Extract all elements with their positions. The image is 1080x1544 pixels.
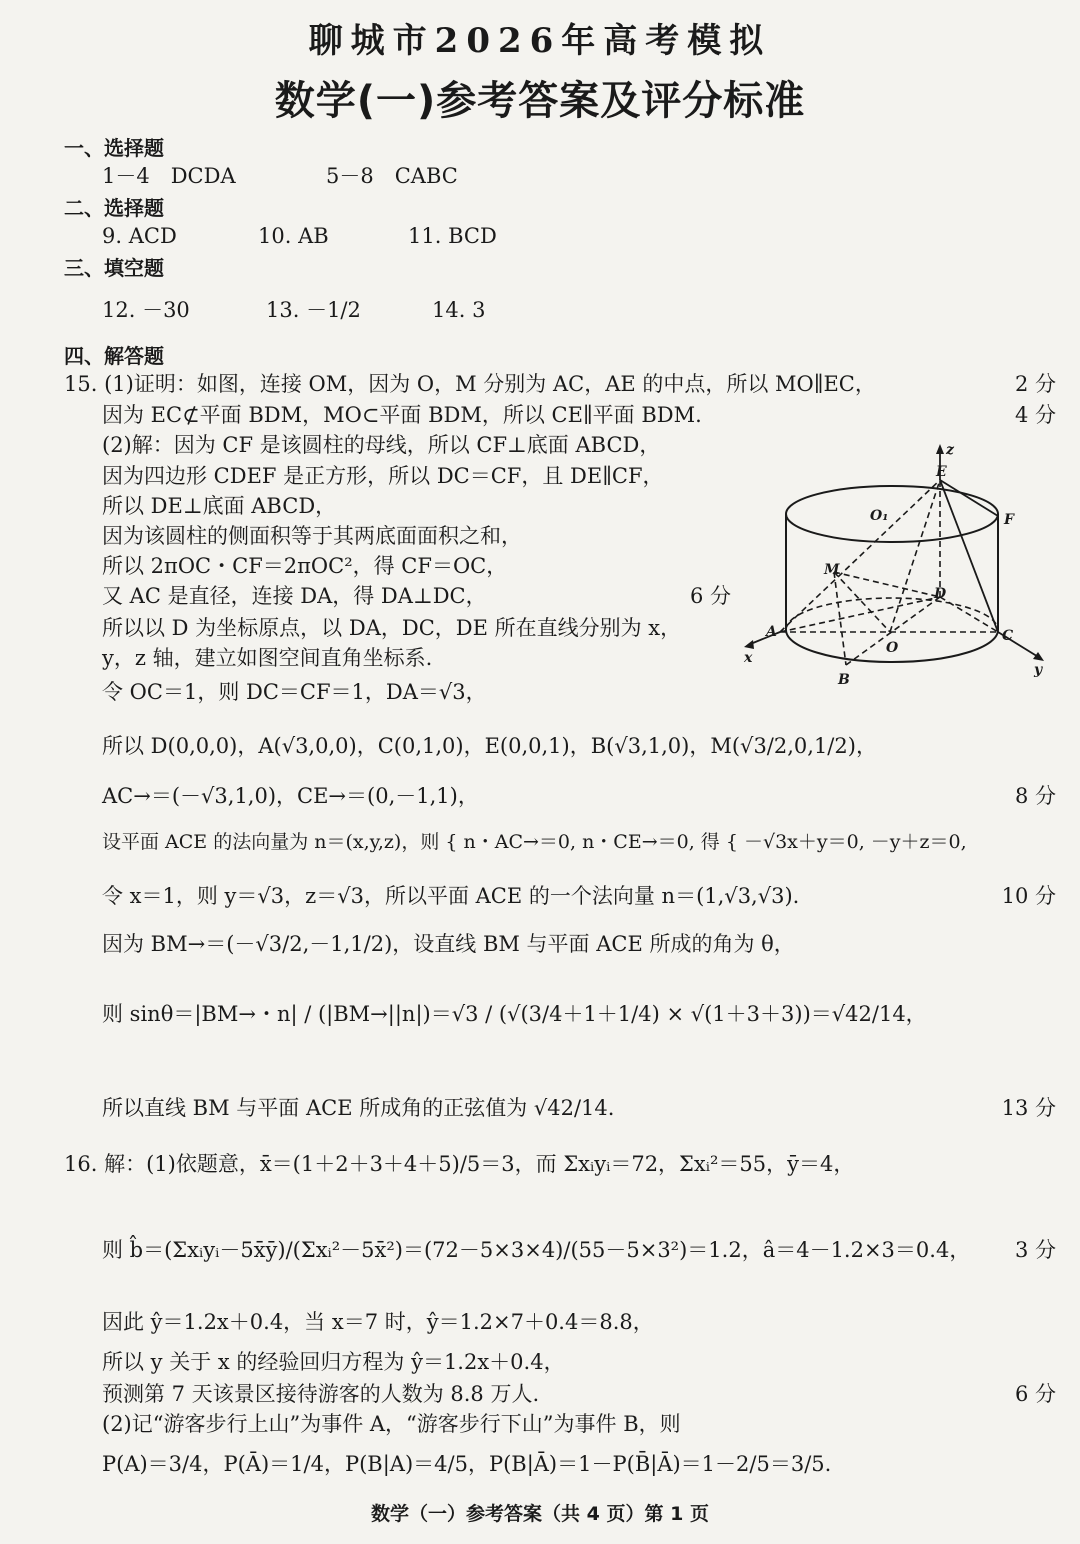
fig-label-c: C xyxy=(1002,628,1014,644)
q15-line-4: 因为四边形 CDEF 是正方形，所以 DC＝CF，且 DE∥CF， xyxy=(102,464,664,488)
q15-line-15: 令 x＝1，则 y＝√3，z＝√3，所以平面 ACE 的一个法向量 n＝(1,√3,√3). xyxy=(102,884,800,908)
q16-line-3: 因此 ŷ＝1.2x＋0.4，当 x＝7 时，ŷ＝1.2×7＋0.4＝8.8， xyxy=(102,1310,654,1334)
fig-label-m: M xyxy=(824,562,840,578)
q15-line-2: 因为 EC⊄平面 BDM，MO⊂平面 BDM，所以 CE∥平面 BDM. xyxy=(102,403,702,427)
answer-9: 9. ACD xyxy=(102,224,177,248)
q16-line-4: 所以 y 关于 x 的经验回归方程为 ŷ＝1.2x＋0.4， xyxy=(102,1350,565,1374)
q16-line-1: 16. 解：(1)依题意，x̄＝(1＋2＋3＋4＋5)/5＝3，而 Σxᵢyᵢ＝72，Σxᵢ²＝55，ȳ＝4， xyxy=(64,1152,855,1176)
q15-line-5: 所以 DE⊥底面 ABCD， xyxy=(102,494,337,518)
q15-points-8: 8 分 xyxy=(1014,784,1056,808)
section-heading-1: 一、选择题 xyxy=(64,136,164,160)
fig-label-z: z xyxy=(946,442,954,458)
q15-points-13: 13 分 xyxy=(1001,1096,1056,1120)
q15-points-2: 2 分 xyxy=(1014,372,1056,396)
cylinder-figure xyxy=(740,440,1060,690)
q15-line-12: 所以 D(0,0,0)，A(√3,0,0)，C(0,1,0)，E(0,0,1)，B(√3,1,0)，M(√3/2,0,1/2)， xyxy=(102,734,877,758)
q15-line-8: 又 AC 是直径，连接 DA，得 DA⊥DC， xyxy=(102,584,487,608)
fig-label-o1: O₁ xyxy=(870,508,889,524)
q15-line-6: 因为该圆柱的侧面积等于其两底面面积之和， xyxy=(102,524,522,548)
q15-line-17: 则 sinθ＝|BM→・n| / (|BM→||n|)＝√3 / (√(3/4＋1＋1/4) × √(1＋3＋3))＝√42/14， xyxy=(102,1002,927,1026)
section-heading-4: 四、解答题 xyxy=(64,344,164,368)
q15-line-10: y，z 轴，建立如图空间直角坐标系. xyxy=(102,646,433,670)
q15-points-6: 6 分 xyxy=(690,584,732,608)
page-subtitle: 数学(一)参考答案及评分标准 xyxy=(274,78,806,124)
answer-12: 12. －30 xyxy=(102,298,190,322)
fig-label-o: O xyxy=(886,640,899,656)
q16-line-7: P(A)＝3/4，P(Ā)＝1/4，P(B|A)＝4/5，P(B|Ā)＝1－P(B̄|Ā)＝1－2/5＝3/5. xyxy=(102,1452,832,1476)
answer-13: 13. －1/2 xyxy=(266,298,361,322)
answer-14: 14. 3 xyxy=(432,298,486,322)
q15-line-18: 所以直线 BM 与平面 ACE 所成角的正弦值为 √42/14. xyxy=(102,1096,615,1120)
fig-label-x: x xyxy=(744,650,753,666)
q15-points-10: 10 分 xyxy=(1001,884,1056,908)
section-heading-2: 二、选择题 xyxy=(64,196,164,220)
page-title: 聊城市2026年高考模拟 xyxy=(308,21,772,61)
q16-line-6: (2)记“游客步行上山”为事件 A，“游客步行下山”为事件 B，则 xyxy=(102,1412,681,1436)
fig-label-a: A xyxy=(766,624,777,640)
answer-1-4: 1－4 DCDA xyxy=(102,164,236,188)
q15-line-11: 令 OC＝1，则 DC＝CF＝1，DA＝√3， xyxy=(102,680,487,704)
q15-points-4: 4 分 xyxy=(1014,403,1056,427)
answer-11: 11. BCD xyxy=(408,224,497,248)
q15-line-13: AC→＝(－√3,1,0)，CE→＝(0,－1,1)， xyxy=(102,784,479,808)
answer-5-8: 5－8 CABC xyxy=(326,164,458,188)
q15-line-7: 所以 2πOC・CF＝2πOC²，得 CF＝OC， xyxy=(102,554,508,578)
q15-line-1: 15. (1)证明：如图，连接 OM，因为 O，M 分别为 AC，AE 的中点，所以 MO∥EC， xyxy=(64,372,876,396)
fig-label-y: y xyxy=(1034,662,1043,678)
fig-label-b: B xyxy=(838,672,850,688)
answer-10: 10. AB xyxy=(258,224,329,248)
q15-line-3: (2)解：因为 CF 是该圆柱的母线，所以 CF⊥底面 ABCD， xyxy=(102,433,661,457)
fig-label-e: E xyxy=(936,464,947,480)
q16-line-5: 预测第 7 天该景区接待游客的人数为 8.8 万人. xyxy=(102,1382,540,1406)
fig-label-f: F xyxy=(1004,512,1014,528)
q15-line-14: 设平面 ACE 的法向量为 n＝(x,y,z)，则 { n・AC→＝0, n・CE→＝0, 得 { －√3x＋y＝0, －y＋z＝0, xyxy=(102,831,967,853)
q16-points-6: 6 分 xyxy=(1014,1382,1056,1406)
q15-line-9: 所以以 D 为坐标原点，以 DA，DC，DE 所在直线分别为 x， xyxy=(102,616,682,640)
q15-line-16: 因为 BM→＝(－√3/2,－1,1/2)，设直线 BM 与平面 ACE 所成的角为 θ， xyxy=(102,932,795,956)
q16-line-2: 则 b̂＝(Σxᵢyᵢ－5x̄ȳ)/(Σxᵢ²－5x̄²)＝(72－5×3×4)/(55－5×3²)＝1.2，â＝4－1.2×3＝0.4， xyxy=(102,1238,971,1262)
q16-points-3: 3 分 xyxy=(1014,1238,1056,1262)
section-heading-3: 三、填空题 xyxy=(64,256,164,280)
fig-label-d: D xyxy=(934,586,947,602)
page-footer: 数学（一）参考答案（共 4 页）第 1 页 xyxy=(371,1503,709,1525)
